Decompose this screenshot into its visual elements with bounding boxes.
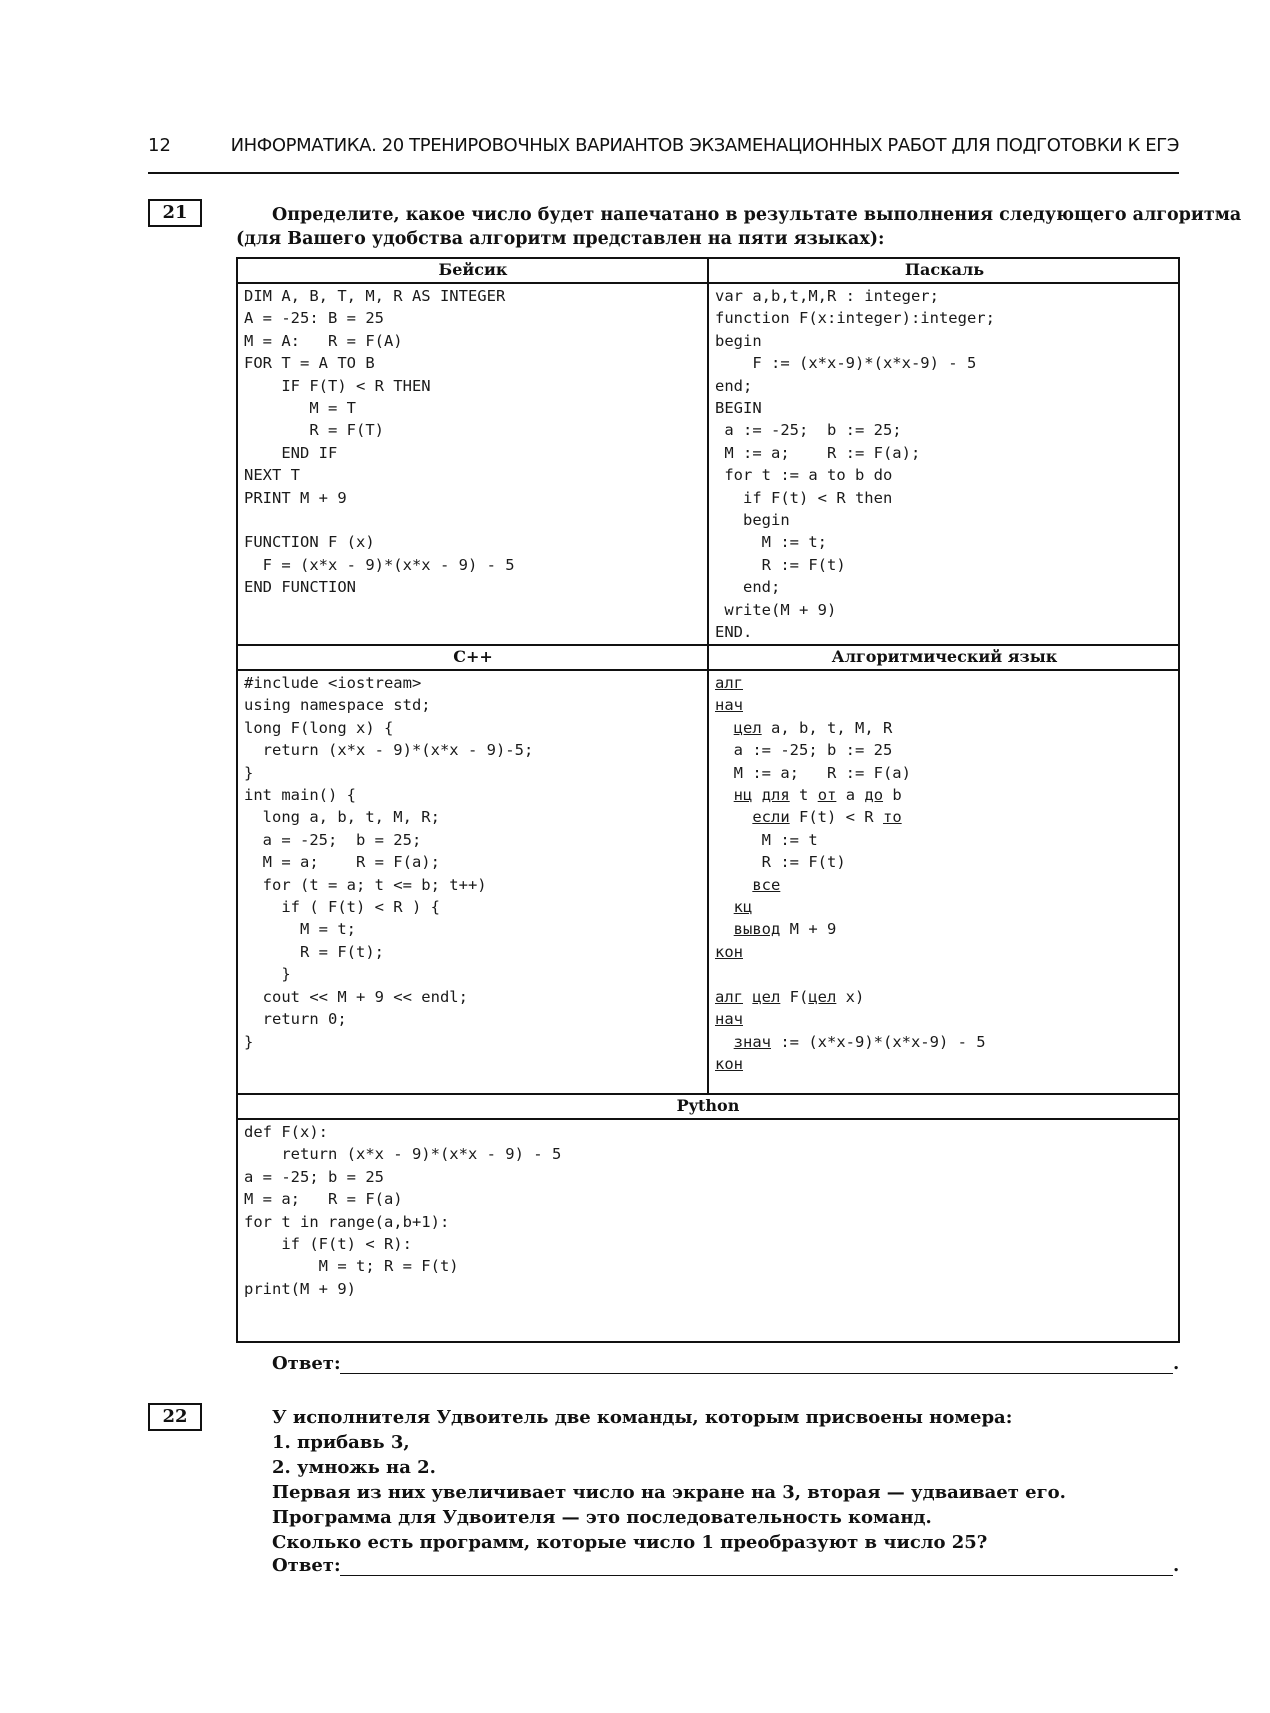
- task22-cmd1: 1. прибавь 3,: [272, 1432, 410, 1453]
- algo-assign-r: R := F(t): [715, 853, 846, 872]
- code-line: a = -25; b = 25;: [244, 830, 422, 849]
- kw-ot: от: [817, 786, 837, 805]
- code-line: M := a; R := F(a);: [715, 443, 921, 462]
- code-line: F := (x*x-9)*(x*x-9) - 5: [715, 354, 977, 373]
- code-line: M = A: R = F(A): [244, 331, 403, 350]
- code-line: END FUNCTION: [244, 578, 356, 597]
- code-line: M = a; R = F(a);: [244, 853, 440, 872]
- code-line: }: [244, 763, 254, 782]
- kw-vyvod: вывод: [733, 920, 781, 939]
- code-line: int main() {: [244, 786, 356, 805]
- code-line: M = t; R = F(t): [244, 1257, 459, 1276]
- code-line: if F(t) < R then: [715, 488, 893, 507]
- code-line: a = -25; b = 25: [244, 1167, 384, 1186]
- code-line: end;: [715, 376, 753, 395]
- code-line: end;: [715, 578, 781, 597]
- code-line: long F(long x) {: [244, 718, 394, 737]
- task21-question-line1: Определите, какое число будет напечатано в результате выполнения следующего алгоритма: [272, 205, 1242, 225]
- kw-kon-2: кон: [715, 1054, 743, 1073]
- python-title: Python: [238, 1095, 1178, 1120]
- cpp-title: С++: [238, 646, 708, 671]
- algo-cell: [709, 646, 1180, 1094]
- pascal-title: Паскаль: [709, 259, 1180, 284]
- code-line: NEXT T: [244, 466, 300, 485]
- code-line: begin: [715, 511, 790, 530]
- code-line: for t := a to b do: [715, 466, 893, 485]
- code-line: R := F(t): [715, 555, 846, 574]
- kw-dlya: для: [761, 786, 790, 805]
- basic-code: [244, 285, 515, 599]
- code-line: long a, b, t, M, R;: [244, 808, 440, 827]
- code-line: PRINT M + 9: [244, 488, 347, 507]
- task-number-21: 21: [148, 199, 202, 227]
- code-line: BEGIN: [715, 399, 762, 418]
- kw-do: до: [864, 786, 884, 805]
- code-line: }: [244, 1032, 254, 1051]
- task22-line1: У исполнителя Удвоитель две команды, которым присвоены номера:: [272, 1407, 1013, 1428]
- cpp-code: [244, 672, 533, 1053]
- page-header: [148, 132, 1179, 174]
- task22-line5: Программа для Удвоителя — это последовательность команд.: [272, 1507, 932, 1528]
- code-line: R = F(t);: [244, 942, 384, 961]
- code-line: R = F(T): [244, 421, 384, 440]
- code-line: write(M + 9): [715, 600, 837, 619]
- kw-nach-2: нач: [715, 1010, 743, 1029]
- code-line: #include <iostream>: [244, 674, 422, 692]
- code-line: begin: [715, 331, 762, 350]
- code-line: function F(x:integer):integer;: [715, 309, 995, 328]
- basic-cell: [238, 259, 708, 645]
- python-code: [244, 1121, 561, 1300]
- task22-line4: Первая из них увеличивает число на экране на 3, вторая — удваивает его.: [272, 1482, 1066, 1503]
- code-line: for (t = a; t <= b; t++): [244, 875, 487, 894]
- cpp-cell: [238, 646, 708, 1094]
- task22-answer-end: .: [1173, 1555, 1180, 1576]
- algo-assign-m: M := t: [715, 830, 818, 849]
- code-line: def F(x):: [244, 1123, 328, 1141]
- task21-answer-end: .: [1173, 1353, 1180, 1374]
- task22-answer-field[interactable]: [340, 1574, 1173, 1576]
- code-line: DIM A, B, T, M, R AS INTEGER: [244, 287, 506, 305]
- algo-vars: a, b, t, M, R: [761, 718, 893, 737]
- kw-kon: кон: [715, 942, 743, 961]
- kw-znach: знач: [733, 1032, 771, 1051]
- kw-to: то: [882, 808, 902, 827]
- code-line: F = (x*x - 9)*(x*x - 9) - 5: [244, 555, 515, 574]
- code-line: a := -25; b := 25;: [715, 421, 902, 440]
- code-line: var a,b,t,M,R : integer;: [715, 287, 939, 305]
- code-line: M = a; R = F(a): [244, 1190, 403, 1209]
- code-line: END.: [715, 623, 753, 642]
- code-line: A = -25: B = 25: [244, 309, 384, 328]
- algo-assign-ab: a := -25; b := 25: [715, 741, 893, 760]
- code-line: M = t;: [244, 920, 356, 939]
- kw-esli: если: [752, 808, 790, 827]
- code-line: IF F(T) < R THEN: [244, 376, 431, 395]
- code-table: [236, 257, 1180, 1343]
- code-line: FOR T = A TO B: [244, 354, 375, 373]
- code-line: END IF: [244, 443, 338, 462]
- task-number-22: 22: [148, 1403, 202, 1431]
- code-line: M = T: [244, 399, 356, 418]
- pascal-code: [715, 285, 995, 644]
- code-line: print(M + 9): [244, 1279, 356, 1298]
- task22-answer-label: Ответ:: [272, 1555, 341, 1576]
- code-line: M := t;: [715, 533, 827, 552]
- kw-nc: нц: [733, 786, 753, 805]
- kw-nach: нач: [715, 696, 743, 715]
- kw-kc: кц: [733, 898, 753, 917]
- kw-alg: алг: [715, 674, 743, 692]
- code-line: using namespace std;: [244, 696, 431, 715]
- task22-line6: Сколько есть программ, которые число 1 преобразуют в число 25?: [272, 1532, 988, 1553]
- task21-answer-label: Ответ:: [272, 1353, 341, 1374]
- task21-answer-field[interactable]: [340, 1372, 1173, 1374]
- code-line: return (x*x - 9)*(x*x - 9)-5;: [244, 741, 534, 760]
- kw-cel-2: цел: [752, 987, 781, 1006]
- kw-cel-3: цел: [808, 987, 837, 1006]
- code-line: cout << M + 9 << endl;: [244, 987, 468, 1006]
- code-line: if (F(t) < R):: [244, 1235, 412, 1254]
- python-cell: [238, 1095, 1178, 1341]
- task21-question-line2: (для Вашего удобства алгоритм представлен на пяти языках):: [236, 229, 885, 249]
- kw-cel: цел: [733, 718, 762, 737]
- pascal-cell: [709, 259, 1180, 645]
- kw-vse: все: [752, 875, 781, 894]
- code-line: return 0;: [244, 1010, 347, 1029]
- code-line: if ( F(t) < R ) {: [244, 898, 440, 917]
- task22-cmd2: 2. умножь на 2.: [272, 1457, 436, 1478]
- algo-code: алг нач цел a, b, t, M, R a := -25; b := 25 M := a; R := F(a) нц для t от a до b если F(t) < R то M := t R := F(t) все кц вывод M + 9 кон алг цел F(цел x) нач знач := (x*x-9)*(x*x-9) - 5 кон: [715, 674, 986, 1073]
- book-title: ИНФОРМАТИКА. 20 ТРЕНИРОВОЧНЫХ ВАРИАНТОВ ЭКЗАМЕНАЦИОННЫХ РАБОТ ДЛЯ ПОДГОТОВКИ К ЕГЭ: [230, 135, 1179, 156]
- code-line: for t in range(a,b+1):: [244, 1212, 450, 1231]
- kw-alg-2: алг: [715, 987, 743, 1006]
- algo-title: Алгоритмический язык: [709, 646, 1180, 671]
- code-line: FUNCTION F (x): [244, 533, 375, 552]
- code-line: }: [244, 965, 291, 984]
- page-number: 12: [148, 135, 171, 156]
- basic-title: Бейсик: [238, 259, 708, 284]
- code-line: return (x*x - 9)*(x*x - 9) - 5: [244, 1145, 562, 1164]
- algo-assign-mr: M := a; R := F(a): [715, 763, 911, 782]
